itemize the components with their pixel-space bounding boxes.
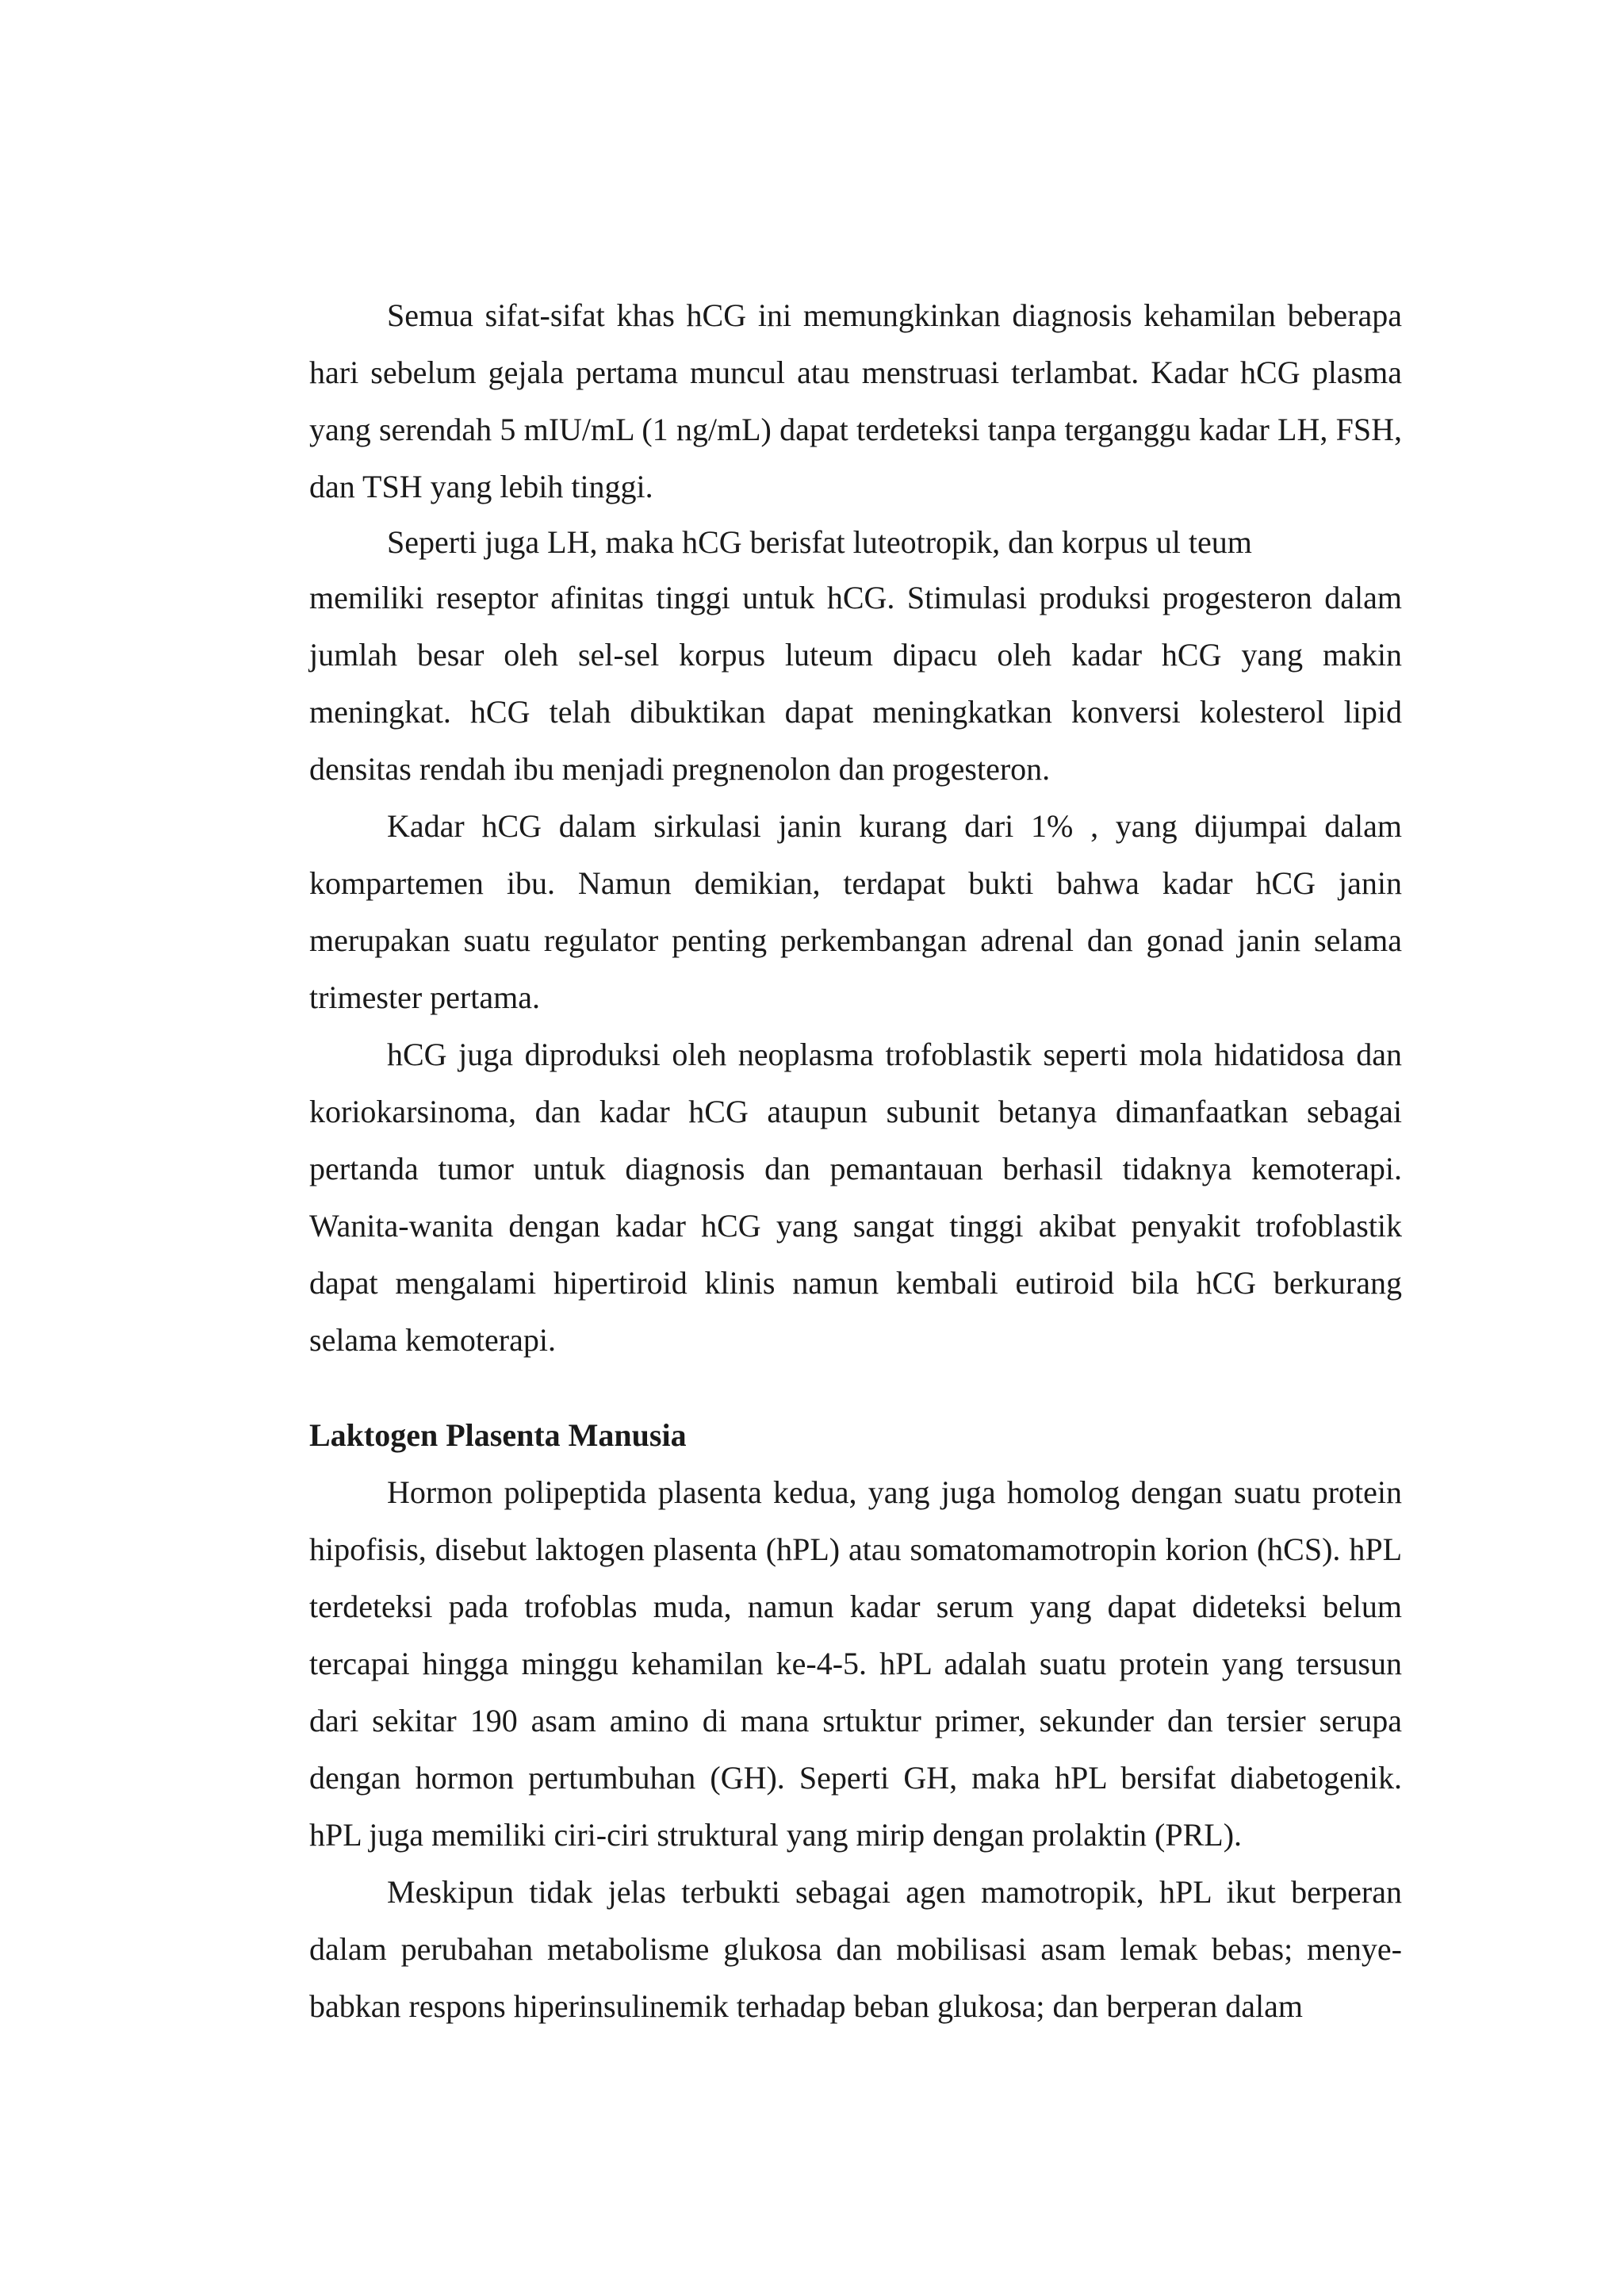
- paragraph-fetal-circulation: Kadar hCG dalam sirkulasi janin kurang dari 1% , yang dijumpai dalam kompartemen ibu. Namun demikian, terdapat bukti bahwa kadar hCG janin merupakan suatu regulator penting perkembangan adrenal dan gonad janin selama trimester pertama.: [309, 808, 1402, 1015]
- paragraph-luteotropic-fragment: Seperti juga LH, maka hCG berisfat luteotropik, dan korpus ul teum: [387, 524, 1252, 560]
- page-body: [309, 287, 1402, 2035]
- paragraph-hcg-diagnosis: Semua sifat-sifat khas hCG ini memungkinkan diagnosis kehamilan beberapa hari sebelum gejala pertama muncul atau menstruasi terlambat. Kadar hCG plasma yang serendah 5 mIU/mL (1 ng/mL) dapat terdeteksi tanpa terganggu kadar LH, FSH, dan TSH yang lebih tinggi.: [309, 297, 1402, 504]
- paragraph-hpl-metabolism: Meskipun tidak jelas terbukti sebagai agen mamotropik, hPL ikut berperan dalam perubahan metabolisme glukosa dan mobilisasi asam lemak bebas; menye-babkan respons hiperinsulinemik terhadap beban glukosa; dan berperan dalam: [309, 1874, 1402, 2024]
- paragraph-neoplasma: hCG juga diproduksi oleh neoplasma trofoblastik seperti mola hidatidosa dan koriokarsinoma, dan kadar hCG ataupun subunit betanya dimanfaatkan sebagai pertanda tumor untuk diagnosis dan pemantauan berhasil tidaknya kemoterapi. Wanita-wanita dengan kadar hCG yang sangat tinggi akibat penyakit trofoblastik dapat mengalami hipertiroid klinis namun kembali eutiroid bila hCG berkurang selama kemoterapi.: [309, 1037, 1402, 1358]
- section-heading: Laktogen Plasenta Manusia: [309, 1417, 687, 1453]
- paragraph-receptor: memiliki reseptor afinitas tinggi untuk hCG. Stimulasi produksi progesteron dalam jumlah besar oleh sel-sel korpus luteum dipacu oleh kadar hCG yang makin meningkat. hCG telah dibuktikan dapat meningkatkan konversi kolesterol lipid densitas rendah ibu menjadi pregnenolon dan progesteron.: [309, 580, 1402, 787]
- paragraph-hpl-intro: Hormon polipeptida plasenta kedua, yang juga homolog dengan suatu protein hipofisis, disebut laktogen plasenta (hPL) atau somatomamotropin korion (hCS). hPL terdeteksi pada trofoblas muda, namun kadar serum yang dapat dideteksi belum tercapai hingga minggu kehamilan ke-4-5. hPL adalah suatu protein yang tersusun dari sekitar 190 asam amino di mana srtuktur primer, sekunder dan tersier serupa dengan hormon pertumbuhan (GH). Seperti GH, maka hPL bersifat diabetogenik. hPL juga memiliki ciri-ciri struktural yang mirip dengan prolaktin (PRL).: [309, 1474, 1402, 1853]
